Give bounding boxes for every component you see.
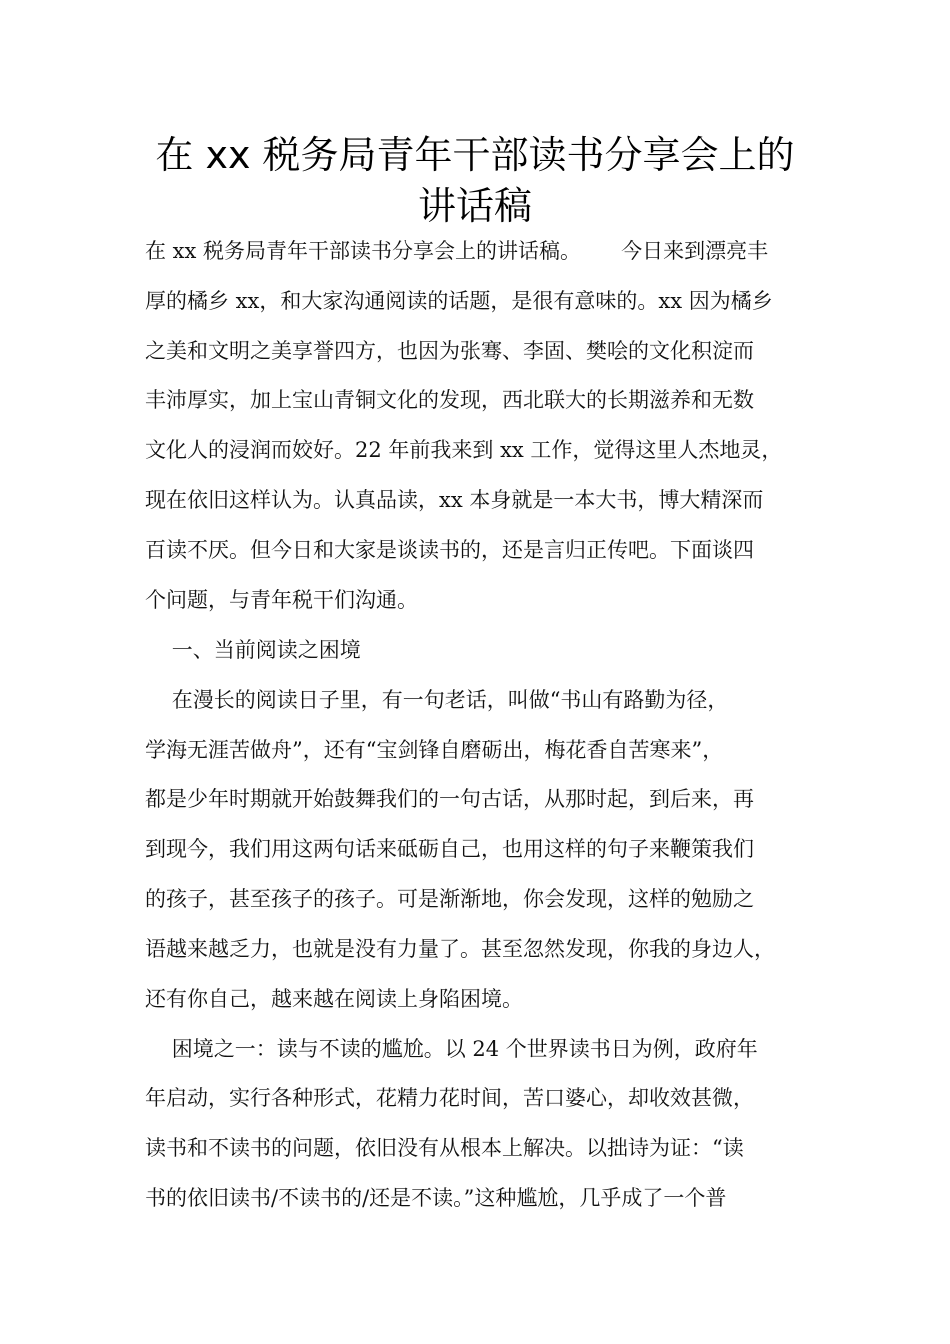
body-text-line: 困境之一：读与不读的尴尬。以 24 个世界读书日为例，政府年 [145,1037,758,1061]
body-text-line: 的孩子，甚至孩子的孩子。可是渐渐地，你会发现，这样的勉励之 [145,887,754,911]
document-title-line-2: 讲话稿 [417,184,532,228]
body-text-line: 都是少年时期就开始鼓舞我们的一句古话，从那时起，到后来，再 [145,787,754,811]
document-title-line-1: 在 xx 税务局青年干部读书分享会上的 [155,133,795,177]
body-text-line: 读书和不读书的问题，依旧没有从根本上解决。以拙诗为证：“读 [145,1136,744,1160]
body-text-line: 个问题，与青年税干们沟通。 [145,588,418,612]
section-heading: 一、当前阅读之困境 [145,638,361,662]
body-text-line: 年启动，实行各种形式，花精力花时间，苦口婆心，却收效甚微， [145,1086,754,1110]
body-text-line: 现在依旧这样认为。认真品读，xx 本身就是一本大书，博大精深而 [145,488,764,512]
body-text-line: 书的依旧读书/不读书的/还是不读。”这种尴尬，几乎成了一个普 [145,1186,727,1210]
body-text-line: 百读不厌。但今日和大家是谈读书的，还是言归正传吧。下面谈四 [145,538,754,562]
body-text-line: 文化人的浸润而姣好。22 年前我来到 xx 工作，觉得这里人杰地灵， [145,438,783,462]
body-text-line: 在 xx 税务局青年干部读书分享会上的讲话稿。 今日来到漂亮丰 [145,239,769,263]
body-text-line: 语越来越乏力，也就是没有力量了。甚至忽然发现，你我的身边人， [145,937,775,961]
body-text-line: 厚的橘乡 xx，和大家沟通阅读的话题，是很有意味的。xx 因为橘乡 [145,289,773,313]
body-text-line: 丰沛厚实，加上宝山青铜文化的发现，西北联大的长期滋养和无数 [145,388,754,412]
body-text-line: 之美和文明之美享誉四方，也因为张骞、李固、樊哙的文化积淀而 [145,339,754,363]
body-text-line: 在漫长的阅读日子里，有一句老话，叫做“书山有路勤为径， [145,688,729,712]
body-text-line: 还有你自己，越来越在阅读上身陷困境。 [145,987,523,1011]
body-text-line: 学海无涯苦做舟”，还有“宝剑锋自磨砺出，梅花香自苦寒来”， [145,738,724,762]
body-text-line: 到现今，我们用这两句话来砥砺自己，也用这样的句子来鞭策我们 [145,837,754,861]
